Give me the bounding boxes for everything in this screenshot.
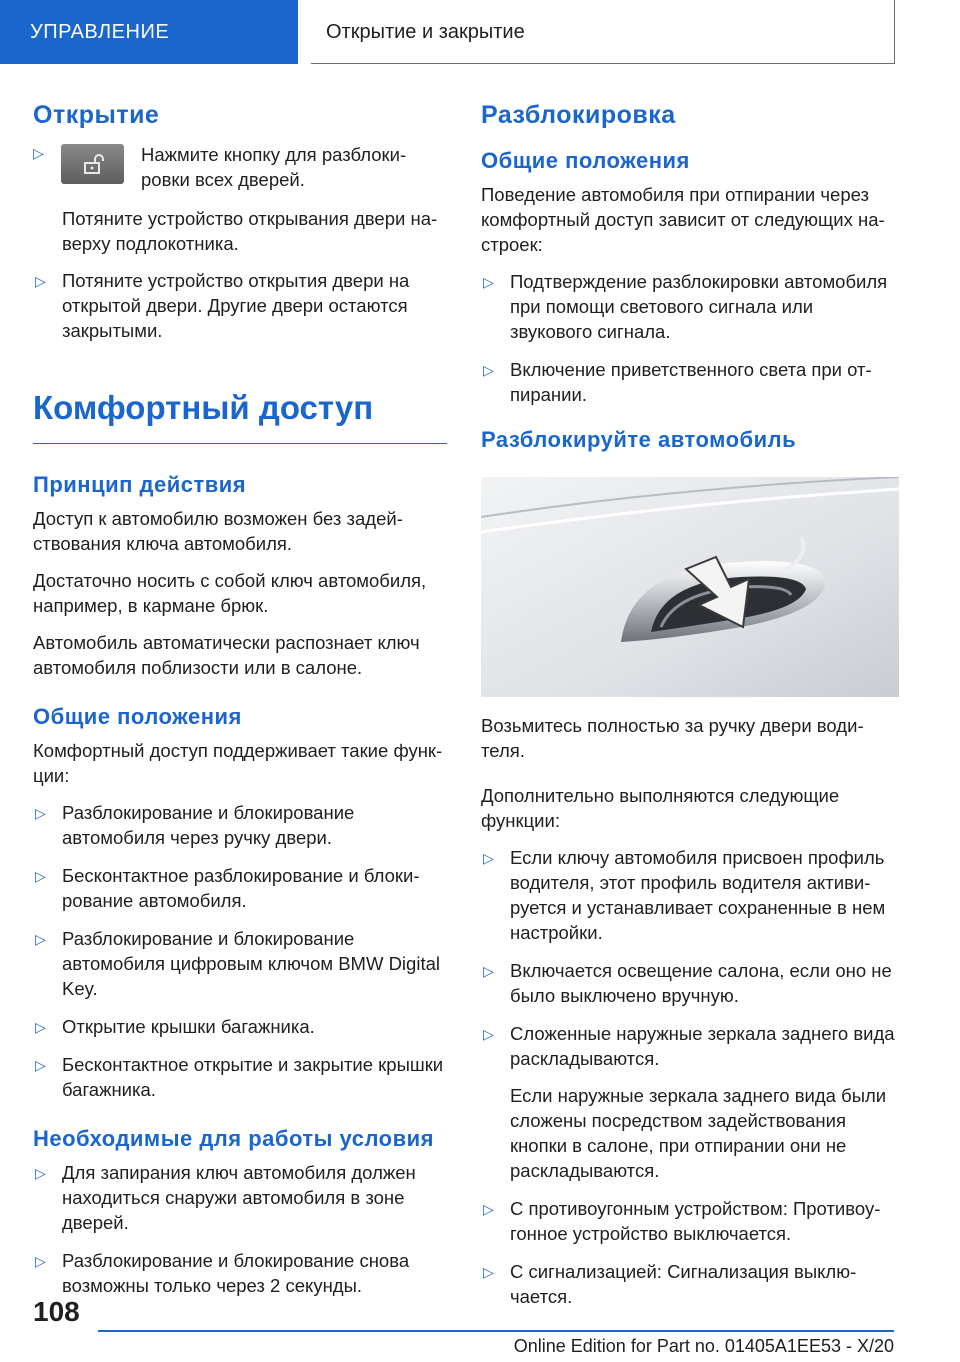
page-number: 108 [33, 1296, 80, 1327]
general-list [481, 269, 899, 407]
conditions-list [33, 1160, 447, 1298]
open-padlock-icon [81, 153, 105, 175]
list-item-text: Сложенные наружные зеркала заднего вида раскладываются. [510, 1023, 895, 1069]
list-item-text: Потяните устройство открытия двери на открытой двери. Другие двери остаются закрытыми. [62, 270, 410, 341]
general-intro: Комфортный доступ поддерживает такие функции: [33, 740, 443, 786]
principle-paragraph: Автомобиль автоматически распознает ключ автомобиля поблизости или в салоне. [33, 632, 420, 678]
list-item-text: Включение приветственного света при отпирании. [510, 359, 872, 405]
general-list [33, 800, 447, 1102]
list-item [33, 268, 447, 343]
list-item [481, 1259, 899, 1309]
general-paragraph: Поведение автомобиля при отпирании через комфортный доступ зависит от следующих настроек: [481, 184, 885, 255]
unlock-button-image [61, 144, 124, 184]
general-heading: Общие положения [33, 704, 242, 729]
bullet-icon: ▷ [35, 1057, 46, 1073]
list-item [481, 958, 899, 1008]
list-item [481, 845, 899, 945]
list-item-text: С сигнализацией: Сигнализация выключается. [510, 1261, 857, 1307]
extra-intro: Дополнительно выполняются следующие функции: [481, 785, 840, 831]
bullet-icon: ▷ [35, 273, 46, 289]
list-item-text: Открытие крышки багажника. [62, 1016, 315, 1037]
list-item [481, 1196, 899, 1246]
list-item-text: Если ключу автомобиля присвоен профиль водителя, этот профиль водителя активируется и устанавливает сохраненные в нем настройки. [510, 847, 886, 943]
list-item [33, 1248, 447, 1298]
bullet-icon: ▷ [483, 1264, 494, 1280]
list-item-text: Бесконтактное открытие и закрытие крышки багажника. [62, 1054, 444, 1100]
bullet-icon: ▷ [483, 362, 494, 378]
list-item [33, 926, 447, 1001]
list-item-text: Разблокирование и блокирование автомобиля цифровым ключом BMW Digital Key. [62, 928, 440, 999]
list-item [33, 800, 447, 850]
section-tab: УПРАВЛЕНИЕ [0, 0, 298, 64]
extra-functions-list [481, 845, 899, 1309]
unlock-heading: Разблокировка [481, 101, 676, 129]
general-heading: Общие положения [481, 148, 690, 173]
bullet-icon: ▷ [35, 805, 46, 821]
unlock-button-instruction [33, 142, 447, 192]
list-item [481, 357, 899, 407]
bullet-icon: ▷ [33, 145, 44, 161]
chapter-title: Открытие и закрытие [311, 0, 895, 64]
list-item [33, 1160, 447, 1235]
list-item-text: Включается освещение салона, если оно не было выключено вручную. [510, 960, 892, 1006]
button-instruction-continuation: Потяните устройство открывания двери наверху подлокотника. [62, 208, 438, 254]
list-item-text: Подтверждение разблокировки автомобиля при помощи светового сигнала или звукового сигнала. [510, 271, 888, 342]
list-item-text: Бесконтактное разблокирование и блокирование автомобиля. [62, 865, 420, 911]
opening-list [33, 268, 447, 343]
list-item-text: С противоугонным устройством: Противоугонное устройство выключается. [510, 1198, 881, 1244]
list-item [33, 863, 447, 913]
bullet-icon: ▷ [483, 1026, 494, 1042]
door-handle-photo [481, 477, 899, 697]
unlock-car-heading: Разблокируйте автомобиль [481, 427, 797, 452]
footer-divider [98, 1330, 894, 1332]
list-item [481, 1021, 899, 1183]
list-item-text: Разблокирование и блокирование снова возможны только через 2 секунды. [62, 1250, 410, 1296]
list-item-text: Для запирания ключ автомобиля должен находиться снаружи автомобиля в зоне дверей. [62, 1162, 416, 1233]
list-item [33, 1052, 447, 1102]
list-item [33, 1014, 447, 1039]
comfort-access-heading: Комфортный доступ [33, 387, 447, 444]
list-item-text: Разблокирование и блокирование автомобиля через ручку двери. [62, 802, 355, 848]
right-column [481, 98, 899, 1322]
principle-paragraph: Достаточно носить с собой ключ автомобиля, например, в кармане брюк. [33, 570, 427, 616]
left-column [33, 98, 447, 1311]
principle-heading: Принцип действия [33, 472, 247, 497]
list-item [481, 269, 899, 344]
principle-paragraph: Доступ к автомобилю возможен без задействования ключа автомобиля. [33, 508, 403, 554]
list-item-continuation: Если наружные зеркала заднего вида были сложены посредством задействования кнопки в салоне, при отпирании они не раскладываются. [510, 1085, 887, 1181]
footer-edition: Online Edition for Part no. 01405A1EE53 - X/20 [513, 1336, 894, 1356]
bullet-icon: ▷ [483, 1201, 494, 1217]
bullet-icon: ▷ [483, 963, 494, 979]
bullet-icon: ▷ [35, 1253, 46, 1269]
grab-handle-text: Возьмитесь полностью за ручку двери водителя. [481, 715, 864, 761]
bullet-icon: ▷ [35, 1165, 46, 1181]
bullet-icon: ▷ [35, 931, 46, 947]
opening-heading: Открытие [33, 101, 160, 129]
bullet-icon: ▷ [35, 868, 46, 884]
button-instruction-text: Нажмите кнопку для разблокировки всех дверей. [141, 144, 407, 190]
bullet-icon: ▷ [483, 274, 494, 290]
bullet-icon: ▷ [483, 850, 494, 866]
bullet-icon: ▷ [35, 1019, 46, 1035]
conditions-heading: Необходимые для работы условия [33, 1126, 434, 1151]
